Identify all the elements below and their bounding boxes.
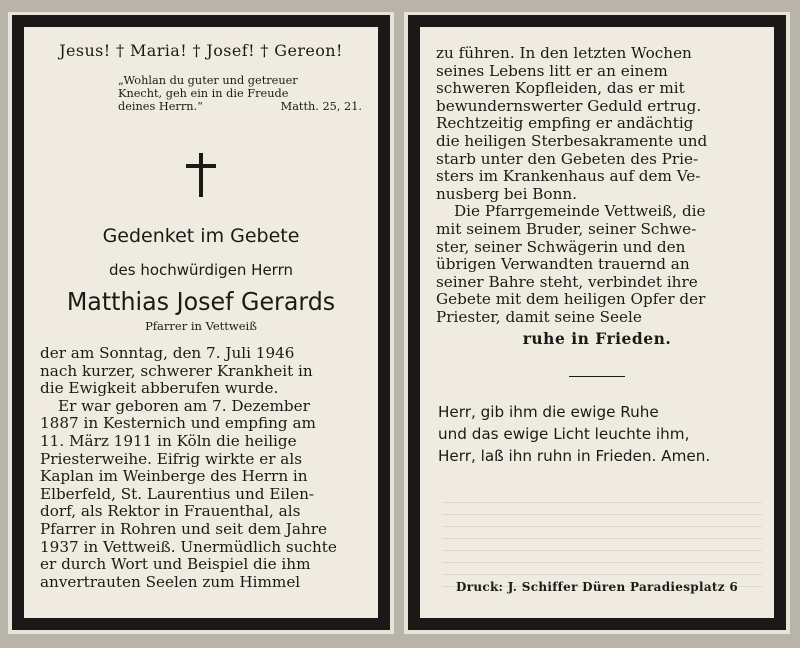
text-line: schweren Kopfleiden, das er mit: [436, 79, 685, 98]
text-line: die Ewigkeit abberufen wurde.: [40, 379, 279, 398]
heading-gedenket: Gedenket im Gebete: [102, 225, 300, 247]
bleed-through-texture: [442, 497, 762, 587]
rest-in-peace: ruhe in Frieden.: [522, 328, 672, 348]
text-line: Kaplan im Weinberge des Herrn in: [40, 467, 308, 486]
deceased-name: Matthias Josef Gerards: [66, 287, 336, 316]
biography-continued-text: [436, 45, 758, 327]
cross-icon: [184, 153, 218, 197]
printer-imprint: Druck: J. Schiffer Düren Paradiesplatz 6: [455, 580, 738, 594]
subheading: des hochwürdigen Herrn: [109, 261, 293, 279]
invocation: Jesus! † Maria! † Josef! † Gereon!: [59, 41, 343, 60]
text-line: ster, seiner Schwägerin und den: [436, 237, 686, 256]
text-line: mit seinem Bruder, seiner Schwe-: [436, 219, 697, 238]
text-line: 1887 in Kesternich und empfing am: [40, 414, 316, 433]
text-line: dorf, als Rektor in Frauenthal, als: [40, 502, 301, 521]
text-line: Elberfeld, St. Laurentius und Eilen-: [40, 484, 315, 503]
text-line: der am Sonntag, den 7. Juli 1946: [40, 344, 295, 362]
bible-quote: [118, 74, 362, 113]
left-black-border: [12, 15, 390, 630]
prayer-line: Herr, gib ihm die ewige Ruhe: [438, 402, 659, 421]
quote-line: „Wohlan du guter und getreuer: [118, 74, 298, 87]
text-line: übrigen Verwandten trauernd an: [436, 255, 690, 274]
text-line: er durch Wort und Beispiel die ihm: [40, 555, 311, 574]
quote-line: deines Herrn.“: [118, 100, 203, 113]
text-line: Priester, damit seine Seele: [436, 307, 642, 326]
text-line: die heiligen Sterbesakramente und: [436, 131, 708, 150]
text-line: Pfarrer in Rohren und seit dem Jahre: [40, 519, 327, 538]
text-line: seines Lebens litt er an einem: [436, 61, 668, 80]
quote-reference: Matth. 25, 21.: [280, 100, 362, 113]
left-card-panel: [8, 12, 394, 634]
deceased-title: Pfarrer in Vettweiß: [145, 319, 257, 333]
biography-text: [40, 345, 362, 591]
right-black-border: [408, 15, 786, 630]
text-line: bewundernswerter Geduld ertrug.: [436, 96, 702, 115]
text-line: Rechtzeitig empfing er andächtig: [436, 114, 694, 133]
text-line: seiner Bahre steht, verbindet ihre: [436, 272, 698, 291]
text-line: nusberg bei Bonn.: [436, 184, 577, 203]
prayer-text: [436, 401, 758, 467]
text-line: sters im Krankenhaus auf dem Ve-: [436, 167, 701, 186]
divider-line: [569, 376, 625, 377]
text-line: Er war geboren am 7. Dezember: [58, 396, 310, 415]
text-line: Die Pfarrgemeinde Vettweiß, die: [454, 202, 706, 221]
quote-line: Knecht, geh ein in die Freude: [118, 87, 289, 100]
text-line: nach kurzer, schwerer Krankheit in: [40, 361, 313, 380]
text-line: anvertrauten Seelen zum Himmel: [40, 572, 301, 591]
prayer-line: Herr, laß ihn ruhn in Frieden. Amen.: [438, 446, 711, 465]
prayer-line: und das ewige Licht leuchte ihm,: [438, 424, 690, 443]
text-line: zu führen. In den letzten Wochen: [436, 44, 692, 62]
text-line: Priesterweihe. Eifrig wirkte er als: [40, 449, 302, 468]
text-line: 11. März 1911 in Köln die heilige: [40, 431, 297, 450]
text-line: starb unter den Gebeten des Prie-: [436, 149, 699, 168]
text-line: 1937 in Vettweiß. Unermüdlich suchte: [40, 537, 337, 556]
text-line: Gebete mit dem heiligen Opfer der: [436, 290, 706, 309]
right-card-panel: [404, 12, 790, 634]
